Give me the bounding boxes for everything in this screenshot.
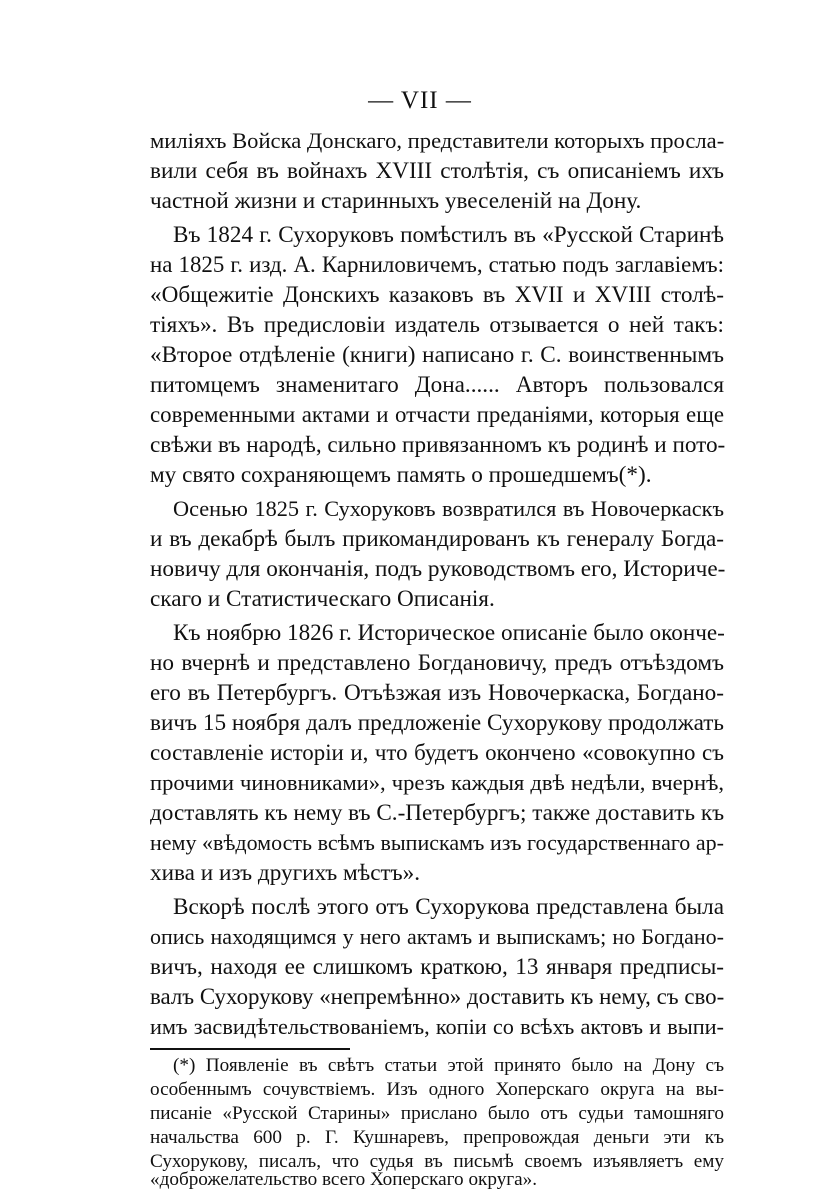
text-line: его въ Петербургъ. Отъѣзжая изъ Новочеркаска, Богдано- bbox=[150, 680, 724, 706]
footnote-rule bbox=[150, 1048, 350, 1050]
text-line: хива и изъ другихъ мѣстъ». bbox=[150, 860, 421, 886]
text-line: нему «вѣдомость всѣмъ выпискамъ изъ государственнаго ар- bbox=[150, 830, 724, 855]
text-line: Въ 1824 г. Сухоруковъ помѣстилъ въ «Русской Старинѣ bbox=[173, 222, 724, 248]
text-line: но вчернѣ и представлено Богдановичу, предъ отъѣздомъ bbox=[150, 650, 724, 676]
text-line: миліяхъ Войска Донскаго, представители которыхъ просла- bbox=[150, 128, 725, 153]
text-line: современными актами и отчасти преданіями, которыя еще bbox=[150, 402, 724, 427]
text-line: валъ Сухорукову «непремѣнно» доставить къ нему, съ сво- bbox=[150, 984, 725, 1009]
footnote-line: «доброжелательство всего Хоперскаго округа». bbox=[150, 1169, 538, 1190]
text-line: «Общежитіе Донскихъ казаковъ въ XVII и XVIII столѣ- bbox=[150, 282, 724, 308]
text-line: составленіе исторіи и, что будетъ окончено «совокупно съ bbox=[150, 740, 724, 765]
text-line: доставлять къ нему въ С.-Петербургъ; также доставить къ bbox=[150, 800, 725, 826]
text-line: вили себя въ войнахъ XVIII столѣтія, съ описаніемъ ихъ bbox=[150, 158, 724, 184]
footnote-line: начальства 600 р. Г. Кушнаревъ, препровождая деньги эти къ bbox=[150, 1127, 724, 1148]
text-line: свѣжи въ народѣ, сильно привязанномъ къ родинѣ и пото- bbox=[150, 432, 726, 458]
text-line: и въ декабрѣ былъ прикомандированъ къ генералу Богда- bbox=[150, 526, 724, 552]
text-line: тіяхъ». Въ предисловіи издатель отзывается о ней такъ: bbox=[150, 312, 724, 338]
footnote-line: Сухорукову, писалъ, что судья въ письмѣ своемъ изъявляетъ ему bbox=[150, 1151, 724, 1172]
text-line: питомцемъ знаменитаго Дона...... Авторъ пользовался bbox=[150, 372, 724, 398]
text-line: имъ засвидѣтельствованіемъ, копіи со всѣхъ актовъ и выпи- bbox=[150, 1014, 724, 1039]
text-line: «Второе отдѣленіе (книги) написано г. С. воинственнымъ bbox=[150, 342, 724, 368]
text-line: частной жизни и старинныхъ увеселеній на Дону. bbox=[150, 188, 642, 214]
text-line: скаго и Статистическаго Описанія. bbox=[150, 586, 495, 612]
footnote-line: особеннымъ сочувствіемъ. Изъ одного Хоперскаго округа на вы- bbox=[150, 1079, 724, 1100]
footnote-line: писаніе «Русской Старины» прислано было отъ судьи тамошняго bbox=[150, 1103, 724, 1124]
footnote-line: (*) Появленіе въ свѣтъ статьи этой принято было на Дону съ bbox=[173, 1055, 724, 1076]
text-line: прочими чиновниками», чрезъ каждыя двѣ недѣли, вчернѣ, bbox=[150, 770, 724, 795]
page-number: — VII — bbox=[368, 87, 472, 114]
text-line: Осенью 1825 г. Сухоруковъ возвратился въ Новочеркаскъ bbox=[173, 496, 724, 521]
text-line: вичъ 15 ноября далъ предложеніе Сухорукову продолжать bbox=[150, 710, 724, 736]
text-line: новичу для окончанія, подъ руководствомъ его, Историче- bbox=[150, 556, 726, 582]
text-line: му свято сохраняющемъ память о прошедшемъ(*). bbox=[150, 462, 652, 488]
text-line: вичъ, находя ее слишкомъ краткою, 13 января предписы- bbox=[150, 954, 724, 980]
text-line: опись находящимся у него актамъ и выпискамъ; но Богдано- bbox=[150, 924, 724, 949]
text-line: на 1825 г. изд. А. Карниловичемъ, статью подъ заглавіемъ: bbox=[150, 252, 724, 277]
text-line: Къ ноябрю 1826 г. Историческое описаніе было оконче- bbox=[173, 620, 725, 646]
text-line: Вскорѣ послѣ этого отъ Сухорукова представлена была bbox=[173, 894, 724, 920]
